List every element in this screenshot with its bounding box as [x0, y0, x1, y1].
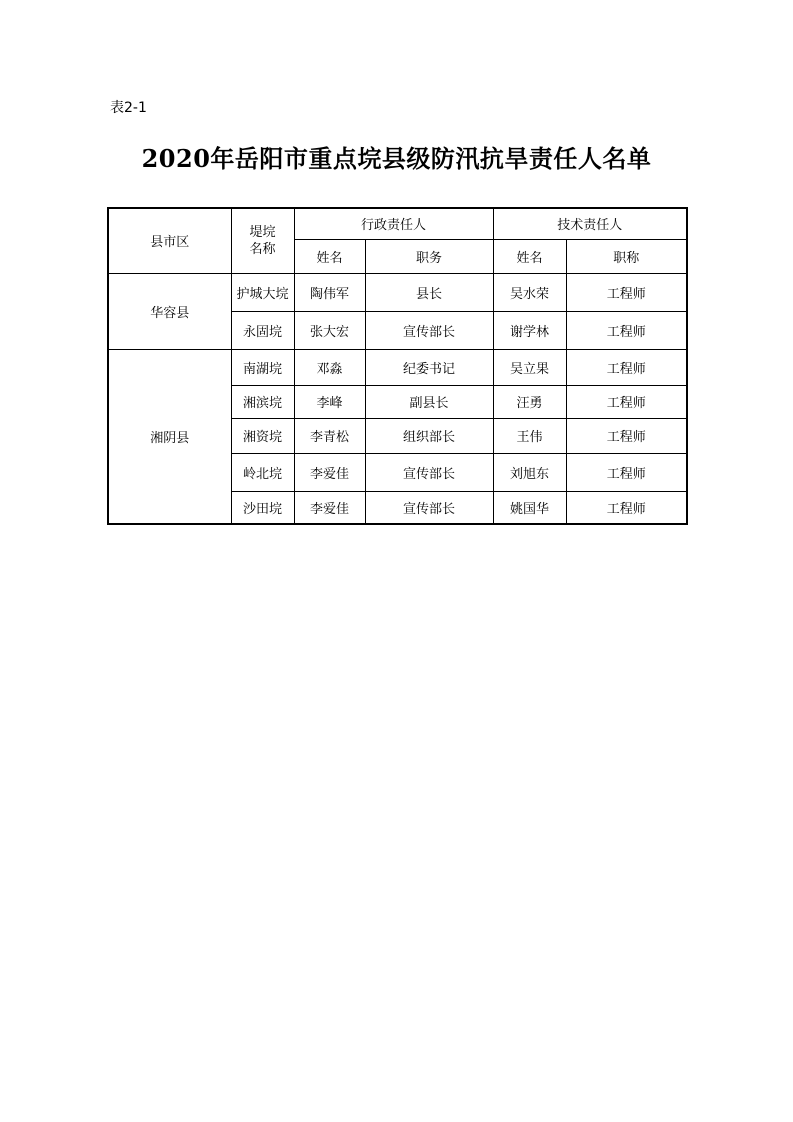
- dike-cell: 南湖垸: [231, 349, 294, 385]
- admin-name-cell: 邓淼: [294, 349, 365, 385]
- responsibility-table: [107, 207, 688, 525]
- admin-position-cell: 宣传部长: [365, 453, 493, 491]
- admin-position-cell: 副县长: [365, 385, 493, 418]
- county-cell: 湘阴县: [108, 349, 231, 524]
- tech-name-cell: 刘旭东: [493, 453, 566, 491]
- dike-name-header: [231, 208, 294, 273]
- dike-cell: 湘资垸: [231, 418, 294, 453]
- admin-position-cell: 宣传部长: [365, 311, 493, 349]
- admin-position-header: 职务: [365, 239, 493, 273]
- tech-name-cell: 谢学林: [493, 311, 566, 349]
- tech-name-cell: 汪勇: [493, 385, 566, 418]
- table-row: [108, 273, 687, 311]
- admin-position-cell: 纪委书记: [365, 349, 493, 385]
- tech-name-header: 姓名: [493, 239, 566, 273]
- tech-title-cell: 工程师: [566, 349, 687, 385]
- admin-name-cell: 李峰: [294, 385, 365, 418]
- admin-responsible-header: 行政责任人: [294, 208, 493, 239]
- admin-position-cell: 宣传部长: [365, 491, 493, 524]
- header-row-1: [108, 208, 687, 239]
- tech-title-cell: 工程师: [566, 453, 687, 491]
- tech-title-cell: 工程师: [566, 311, 687, 349]
- tech-title-header: 职称: [566, 239, 687, 273]
- dike-cell: 护城大垸: [231, 273, 294, 311]
- dike-cell: 永固垸: [231, 311, 294, 349]
- table-label: 表2-1: [110, 100, 147, 116]
- dike-cell: 沙田垸: [231, 491, 294, 524]
- dike-header-line2: 名称: [249, 241, 276, 257]
- admin-name-cell: 张大宏: [294, 311, 365, 349]
- tech-name-cell: 王伟: [493, 418, 566, 453]
- admin-name-cell: 李青松: [294, 418, 365, 453]
- admin-name-cell: 陶伟军: [294, 273, 365, 311]
- admin-name-cell: 李爱佳: [294, 453, 365, 491]
- admin-position-cell: 组织部长: [365, 418, 493, 453]
- tech-name-cell: 吴水荣: [493, 273, 566, 311]
- tech-title-cell: 工程师: [566, 491, 687, 524]
- table-row: [108, 349, 687, 385]
- tech-name-cell: 吴立果: [493, 349, 566, 385]
- county-cell: 华容县: [108, 273, 231, 349]
- dike-header-line1: 堤垸: [249, 224, 276, 240]
- dike-cell: 湘滨垸: [231, 385, 294, 418]
- tech-title-cell: 工程师: [566, 273, 687, 311]
- admin-name-cell: 李爱佳: [294, 491, 365, 524]
- dike-cell: 岭北垸: [231, 453, 294, 491]
- tech-responsible-header: 技术责任人: [493, 208, 687, 239]
- county-header: 县市区: [108, 208, 231, 273]
- admin-position-cell: 县长: [365, 273, 493, 311]
- document-title: 2020年岳阳市重点垸县级防汛抗旱责任人名单: [141, 144, 652, 173]
- tech-title-cell: 工程师: [566, 385, 687, 418]
- admin-name-header: 姓名: [294, 239, 365, 273]
- tech-title-cell: 工程师: [566, 418, 687, 453]
- tech-name-cell: 姚国华: [493, 491, 566, 524]
